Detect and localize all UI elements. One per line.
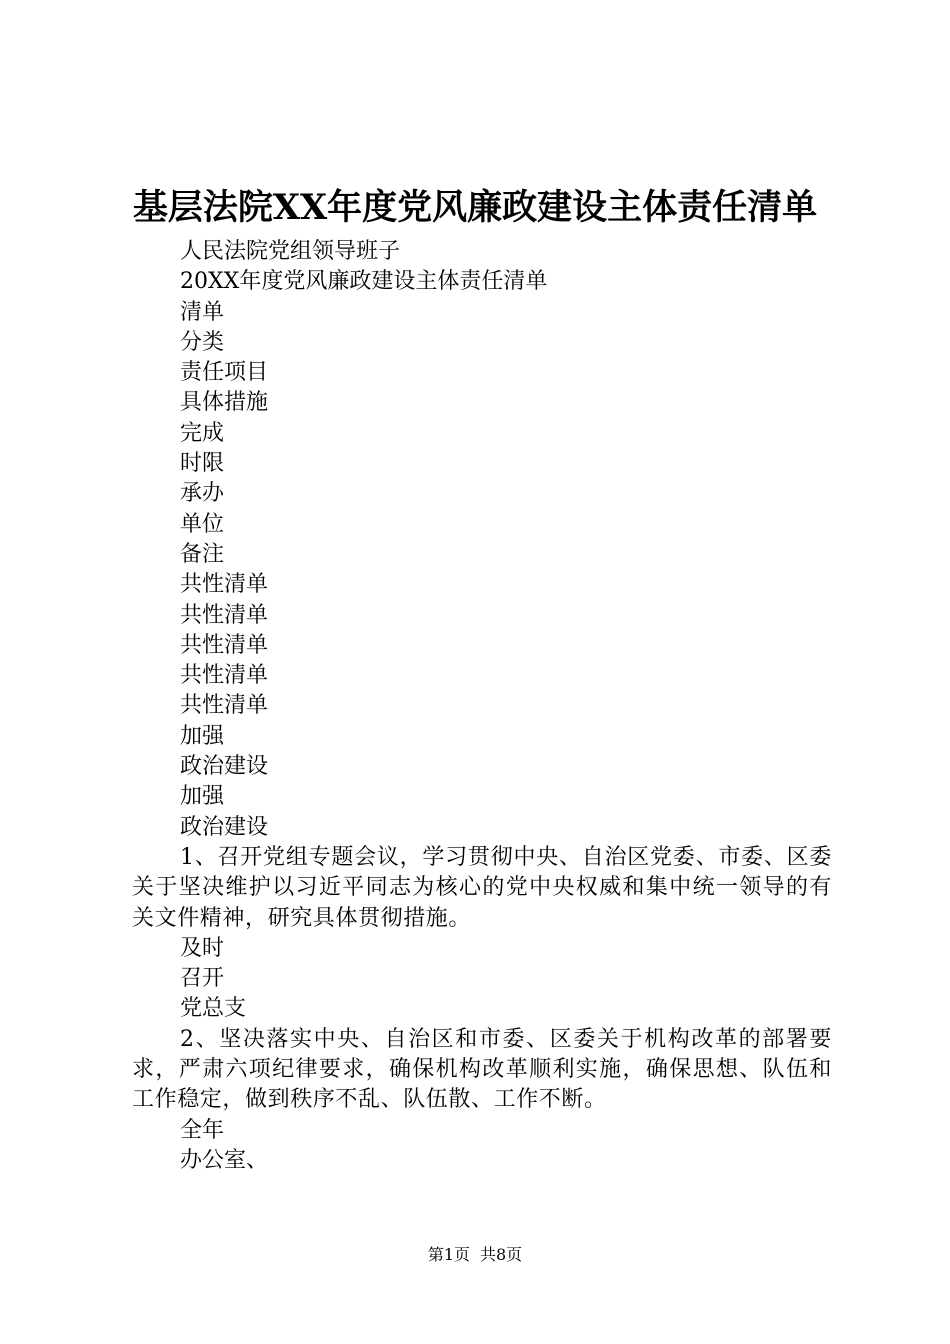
text-line: 办公室、 bbox=[180, 1147, 269, 1173]
text-line: 单位 bbox=[180, 511, 225, 537]
text-line: 20XX年度党风廉政建设主体责任清单 bbox=[180, 269, 548, 295]
text-line: 共性清单 bbox=[180, 632, 269, 658]
text-line: 及时 bbox=[180, 935, 225, 961]
text-line: 分类 bbox=[180, 329, 225, 355]
text-line: 完成 bbox=[180, 420, 225, 446]
text-line: 责任项目 bbox=[180, 360, 269, 386]
text-line: 政治建设 bbox=[180, 814, 269, 840]
text-line: 共性清单 bbox=[180, 693, 269, 719]
text-line: 加强 bbox=[180, 784, 225, 810]
text-line: 备注 bbox=[180, 541, 225, 567]
page-footer bbox=[0, 1244, 950, 1266]
text-line: 承办 bbox=[180, 481, 225, 507]
text-line: 共性清单 bbox=[180, 602, 269, 628]
text-line: 具体措施 bbox=[180, 390, 269, 416]
document-title: 基层法院XX年度党风廉政建设主体责任清单 bbox=[132, 187, 818, 228]
text-line: 共性清单 bbox=[180, 663, 269, 689]
text-line: 共性清单 bbox=[180, 572, 269, 598]
text-line: 全年 bbox=[180, 1117, 225, 1143]
paragraph: 2、坚决落实中央、自治区和市委、区委关于机构改革的部署要求，严肃六项纪律要求，确保机构改革顺利实施，确保思想、队伍和工作稳定，做到秩序不乱、队伍散、工作不断。 bbox=[132, 1026, 832, 1113]
text-line: 清单 bbox=[180, 299, 225, 325]
text-line: 加强 bbox=[180, 723, 225, 749]
text-line: 时限 bbox=[180, 451, 225, 477]
text-line: 党总支 bbox=[180, 996, 247, 1022]
text-line: 召开 bbox=[180, 966, 225, 992]
document-body bbox=[132, 237, 832, 1176]
paragraph: 1、召开党组专题会议，学习贯彻中央、自治区党委、市委、区委关于坚决维护以习近平同志为核心的党中央权威和集中统一领导的有关文件精神，研究具体贯彻措施。 bbox=[132, 844, 832, 931]
text-line: 人民法院党组领导班子 bbox=[180, 239, 401, 264]
text-line: 政治建设 bbox=[180, 754, 269, 780]
page-number: 第1页 bbox=[427, 1245, 470, 1264]
page-total: 共8页 bbox=[480, 1245, 523, 1264]
